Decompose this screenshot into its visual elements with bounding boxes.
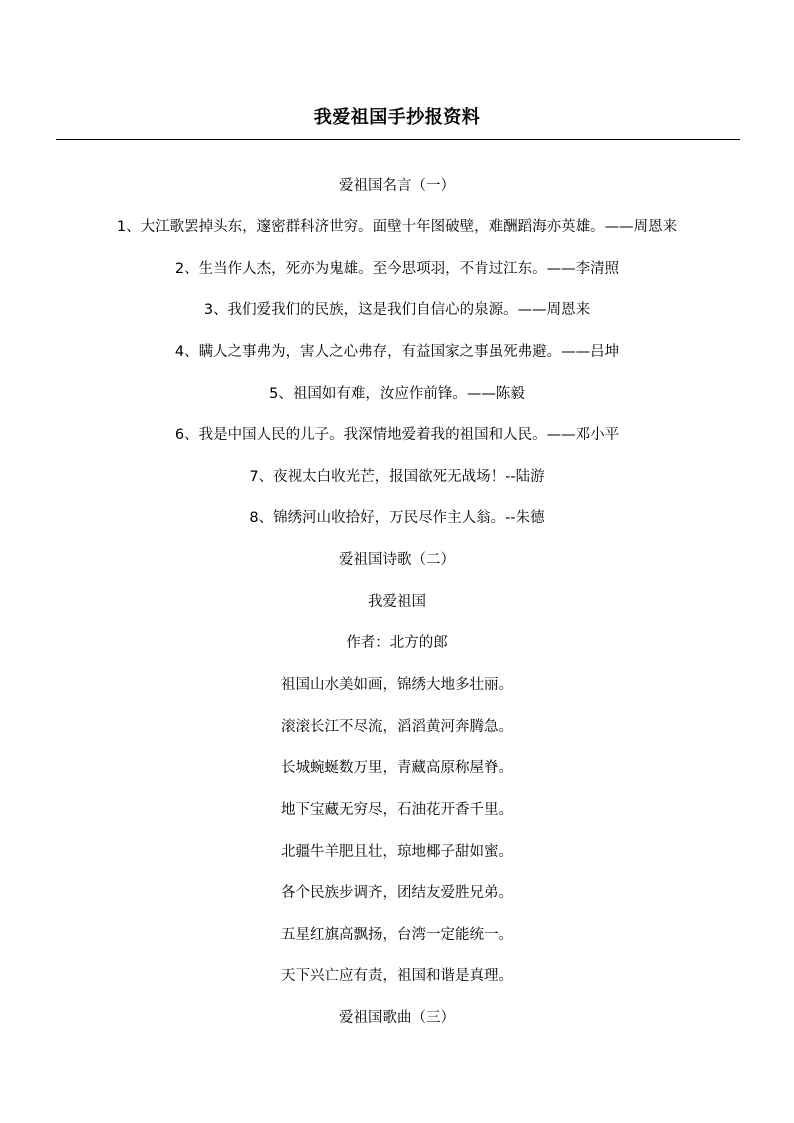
section-heading-songs: 爱祖国歌曲（三） — [339, 1010, 455, 1026]
section-heading-poems: 爱祖国诗歌（二） — [339, 552, 455, 568]
poem-verse: 地下宝藏无穷尽，石油花开香千里。 — [281, 802, 513, 818]
quote-line: 5、祖国如有难，汝应作前锋。——陈毅 — [269, 386, 525, 402]
quote-line: 7、夜视太白收光芒，报国欲死无战场！--陆游 — [249, 469, 545, 485]
poem-verse: 各个民族步调齐，团结友爱胜兄弟。 — [281, 885, 513, 901]
quote-line: 6、我是中国人民的儿子。我深情地爱着我的祖国和人民。——邓小平 — [174, 427, 620, 443]
poem-title: 我爱祖国 — [368, 594, 426, 610]
quote-line: 1、大江歌罢掉头东，邃密群科济世穷。面壁十年图破壁，难酬蹈海亦英雄。——周恩来 — [116, 219, 678, 235]
quote-line: 2、生当作人杰，死亦为鬼雄。至今思项羽，不肯过江东。——李清照 — [174, 261, 620, 277]
poem-verse: 天下兴亡应有责，祖国和谐是真理。 — [281, 968, 513, 984]
quote-line: 4、瞒人之事弗为，害人之心弗存，有益国家之事虽死弗避。——吕坤 — [174, 344, 620, 360]
section-heading-quotes: 爱祖国名言（一） — [339, 178, 455, 194]
title-divider — [56, 139, 740, 140]
poem-verse: 祖国山水美如画，锦绣大地多壮丽。 — [281, 677, 513, 693]
quote-line: 3、我们爱我们的民族，这是我们自信心的泉源。——周恩来 — [203, 302, 591, 318]
poem-verse: 五星红旗高飘扬，台湾一定能统一。 — [281, 927, 513, 943]
poem-verse: 滚滚长江不尽流，滔滔黄河奔腾急。 — [281, 719, 513, 735]
poem-verse: 北疆牛羊肥且壮，琼地椰子甜如蜜。 — [281, 844, 513, 860]
page-title: 我爱祖国手抄报资料 — [313, 107, 481, 128]
quote-line: 8、锦绣河山收拾好，万民尽作主人翁。--朱德 — [249, 510, 545, 526]
poem-author: 作者：北方的郎 — [346, 635, 448, 651]
poem-verse: 长城蜿蜒数万里，青藏高原称屋脊。 — [281, 760, 513, 776]
